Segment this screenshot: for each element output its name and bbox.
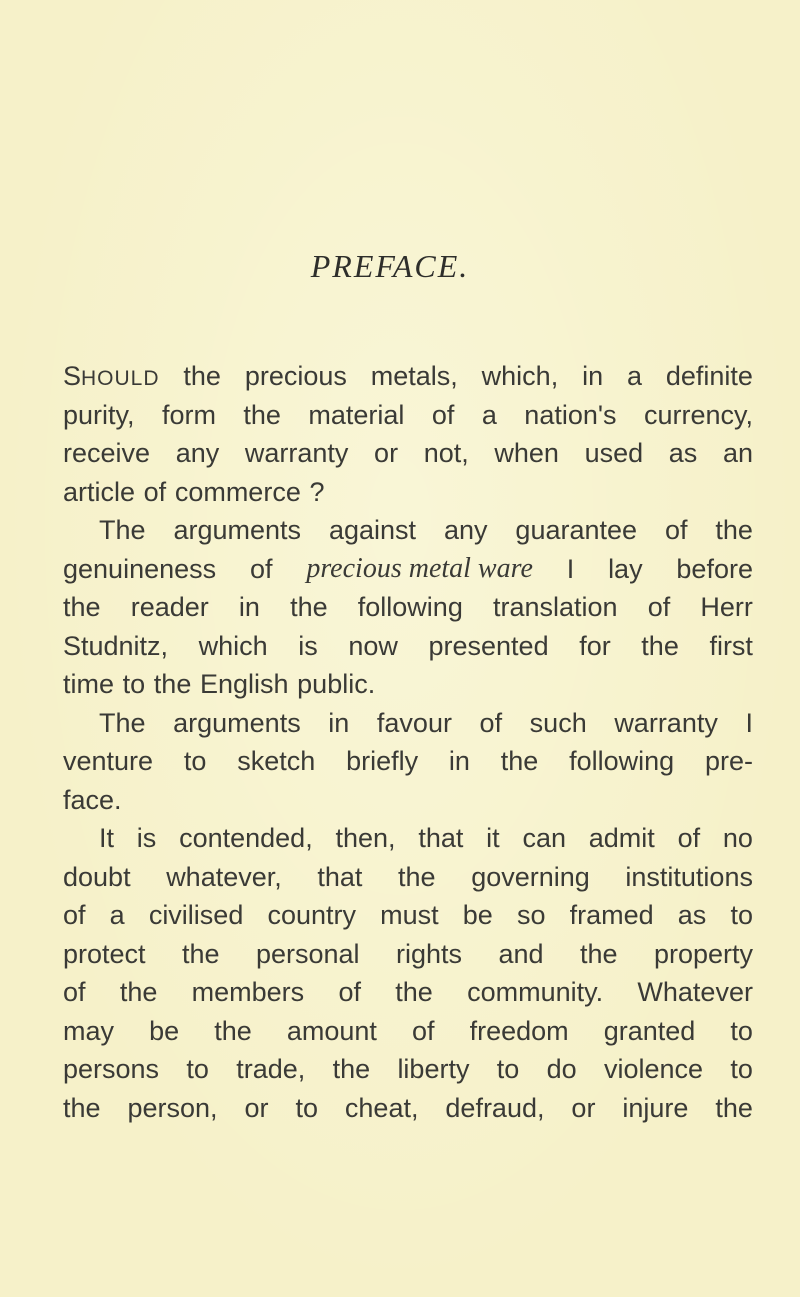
- word: of: [249, 553, 273, 584]
- word: the: [63, 1092, 101, 1123]
- word: sketch: [237, 746, 316, 776]
- word: to: [730, 1054, 753, 1084]
- word: any: [175, 438, 220, 468]
- preface-text: [63, 357, 753, 1127]
- word: The: [99, 707, 146, 738]
- word: the: [63, 592, 101, 622]
- word: the: [398, 861, 436, 892]
- word: venture: [63, 746, 154, 776]
- word: members: [191, 977, 305, 1007]
- word: when: [494, 438, 559, 468]
- word: purity,: [63, 399, 135, 430]
- word: used: [584, 438, 644, 468]
- word: to: [295, 1092, 318, 1123]
- word: Studnitz,: [63, 630, 169, 661]
- word: for: [579, 630, 611, 661]
- word: before: [676, 553, 753, 584]
- word: translation: [493, 592, 618, 622]
- word: the: [395, 977, 433, 1007]
- word: be: [149, 1015, 180, 1046]
- word: presented: [428, 630, 549, 661]
- word: currency,: [643, 399, 753, 430]
- word: English: [199, 669, 289, 699]
- word: the: [332, 1054, 371, 1084]
- word: whatever,: [166, 861, 282, 892]
- word: of: [677, 823, 701, 853]
- word: the: [181, 938, 220, 969]
- text-line: [63, 396, 753, 435]
- text-line: [63, 704, 753, 743]
- word: guarantee: [515, 515, 638, 545]
- word: the: [715, 1092, 753, 1123]
- word: be: [462, 900, 493, 930]
- text-line: [63, 627, 753, 666]
- word: of: [411, 1015, 435, 1046]
- word: which,: [481, 361, 559, 391]
- word: is: [298, 630, 318, 661]
- word: arguments: [173, 707, 301, 738]
- text-line: [63, 973, 753, 1012]
- word: defraud,: [445, 1092, 545, 1123]
- word: persons: [63, 1054, 160, 1084]
- word: the: [243, 399, 281, 430]
- word: a: [481, 399, 497, 430]
- word: which: [198, 630, 268, 661]
- word: as: [677, 900, 707, 930]
- word: Whatever: [637, 977, 753, 1007]
- word: in: [448, 746, 470, 776]
- word: of: [338, 977, 361, 1007]
- text-line: [63, 896, 753, 935]
- word: the: [500, 746, 539, 776]
- word: injure: [622, 1092, 689, 1123]
- text-line: [63, 357, 753, 396]
- word: warranty: [614, 707, 718, 738]
- word: favour: [376, 707, 452, 738]
- word: rights: [395, 938, 463, 969]
- word: freedom: [469, 1015, 569, 1046]
- word: the: [641, 630, 679, 661]
- word: as: [668, 438, 698, 468]
- word: time: [63, 669, 115, 699]
- word: the: [715, 515, 753, 545]
- text-line: [63, 665, 753, 704]
- word: precious metal ware: [306, 552, 533, 584]
- word: a: [626, 361, 642, 391]
- word: following: [357, 592, 463, 622]
- text-line: [63, 550, 753, 589]
- word: civilised: [148, 900, 244, 930]
- word: the: [183, 361, 221, 391]
- word: metals,: [370, 361, 458, 391]
- word: any: [443, 515, 488, 545]
- word: liberty: [397, 1054, 470, 1084]
- word: The: [99, 515, 146, 545]
- text-line: [63, 588, 753, 627]
- word: granted: [603, 1015, 696, 1046]
- word: an: [722, 438, 753, 468]
- word: it: [486, 823, 500, 853]
- word: following: [569, 746, 675, 776]
- word: governing: [471, 861, 590, 892]
- text-line: [63, 935, 753, 974]
- word: first: [709, 630, 753, 661]
- word: against: [328, 515, 417, 545]
- word: to: [496, 1054, 520, 1084]
- text-line: [63, 511, 753, 550]
- word: now: [348, 630, 398, 661]
- word: such: [529, 707, 587, 738]
- word: definite: [665, 361, 753, 391]
- word: pre-: [704, 746, 753, 776]
- word: briefly: [346, 746, 419, 776]
- word: the: [153, 669, 192, 699]
- word: a: [109, 900, 125, 930]
- word: admit: [588, 823, 655, 853]
- word: the: [119, 977, 158, 1007]
- word: personal: [255, 938, 360, 969]
- text-line: [63, 434, 753, 473]
- word: Herr: [700, 592, 753, 622]
- word: person,: [127, 1092, 218, 1123]
- word: public.: [297, 669, 376, 699]
- word: framed: [569, 900, 654, 930]
- word: to: [730, 900, 753, 930]
- word: of: [63, 977, 86, 1007]
- word: It: [99, 823, 115, 853]
- word: arguments: [173, 515, 302, 545]
- word: of: [143, 476, 167, 507]
- text-line: [63, 1089, 753, 1128]
- word: or: [244, 1092, 269, 1123]
- word: and: [498, 938, 544, 969]
- word: country: [267, 900, 357, 930]
- word: do: [546, 1054, 577, 1084]
- word: property: [653, 938, 753, 969]
- word: the: [214, 1015, 252, 1046]
- word: so: [516, 900, 546, 930]
- word: amount: [286, 1015, 377, 1046]
- word: nation's: [524, 399, 617, 430]
- word: in: [238, 592, 260, 622]
- text-line: [63, 473, 753, 512]
- text-line: [63, 742, 753, 781]
- word: face.: [63, 784, 122, 815]
- word: to: [122, 669, 146, 699]
- word: material: [308, 399, 405, 430]
- word: I: [566, 553, 575, 584]
- word: or: [374, 438, 399, 468]
- text-line: [63, 1012, 753, 1051]
- word: of: [431, 399, 455, 430]
- word: in: [328, 707, 350, 738]
- word: community.: [467, 977, 604, 1007]
- word: to: [186, 1054, 209, 1084]
- word: that: [418, 823, 464, 853]
- word: reader: [130, 592, 209, 622]
- word: commerce: [174, 476, 301, 507]
- word: to: [183, 746, 207, 776]
- word: the: [579, 938, 618, 969]
- word: must: [380, 900, 439, 930]
- word: protect: [63, 938, 146, 969]
- word: I: [745, 707, 753, 738]
- word: then,: [335, 823, 396, 853]
- word: ?: [309, 476, 325, 507]
- word: SHOULD: [63, 361, 160, 391]
- word: the: [290, 592, 328, 622]
- word: of: [63, 900, 86, 930]
- page-title: PREFACE.: [310, 248, 470, 284]
- word: no: [722, 823, 753, 853]
- word: violence: [603, 1054, 704, 1084]
- word: warranty: [244, 438, 349, 468]
- word: or: [571, 1092, 596, 1123]
- word: article: [63, 476, 136, 507]
- word: institutions: [625, 861, 753, 892]
- word: may: [63, 1015, 115, 1046]
- word: not,: [423, 438, 469, 468]
- word: to: [730, 1015, 753, 1046]
- text-line: [63, 819, 753, 858]
- word: that: [317, 861, 363, 892]
- word: trade,: [236, 1054, 306, 1084]
- word: in: [582, 361, 604, 391]
- word: form: [161, 399, 216, 430]
- word: of: [479, 707, 503, 738]
- word: contended,: [179, 823, 313, 853]
- word: genuineness: [63, 553, 217, 584]
- word: precious: [244, 361, 347, 391]
- word: can: [522, 823, 566, 853]
- text-line: [63, 1050, 753, 1089]
- word: receive: [63, 438, 151, 468]
- word: cheat,: [344, 1092, 419, 1123]
- text-line: [63, 781, 753, 820]
- word: of: [647, 592, 671, 622]
- text-line: [63, 858, 753, 897]
- word: of: [664, 515, 688, 545]
- word: is: [136, 823, 157, 853]
- word: lay: [608, 553, 643, 584]
- word: doubt: [63, 861, 131, 892]
